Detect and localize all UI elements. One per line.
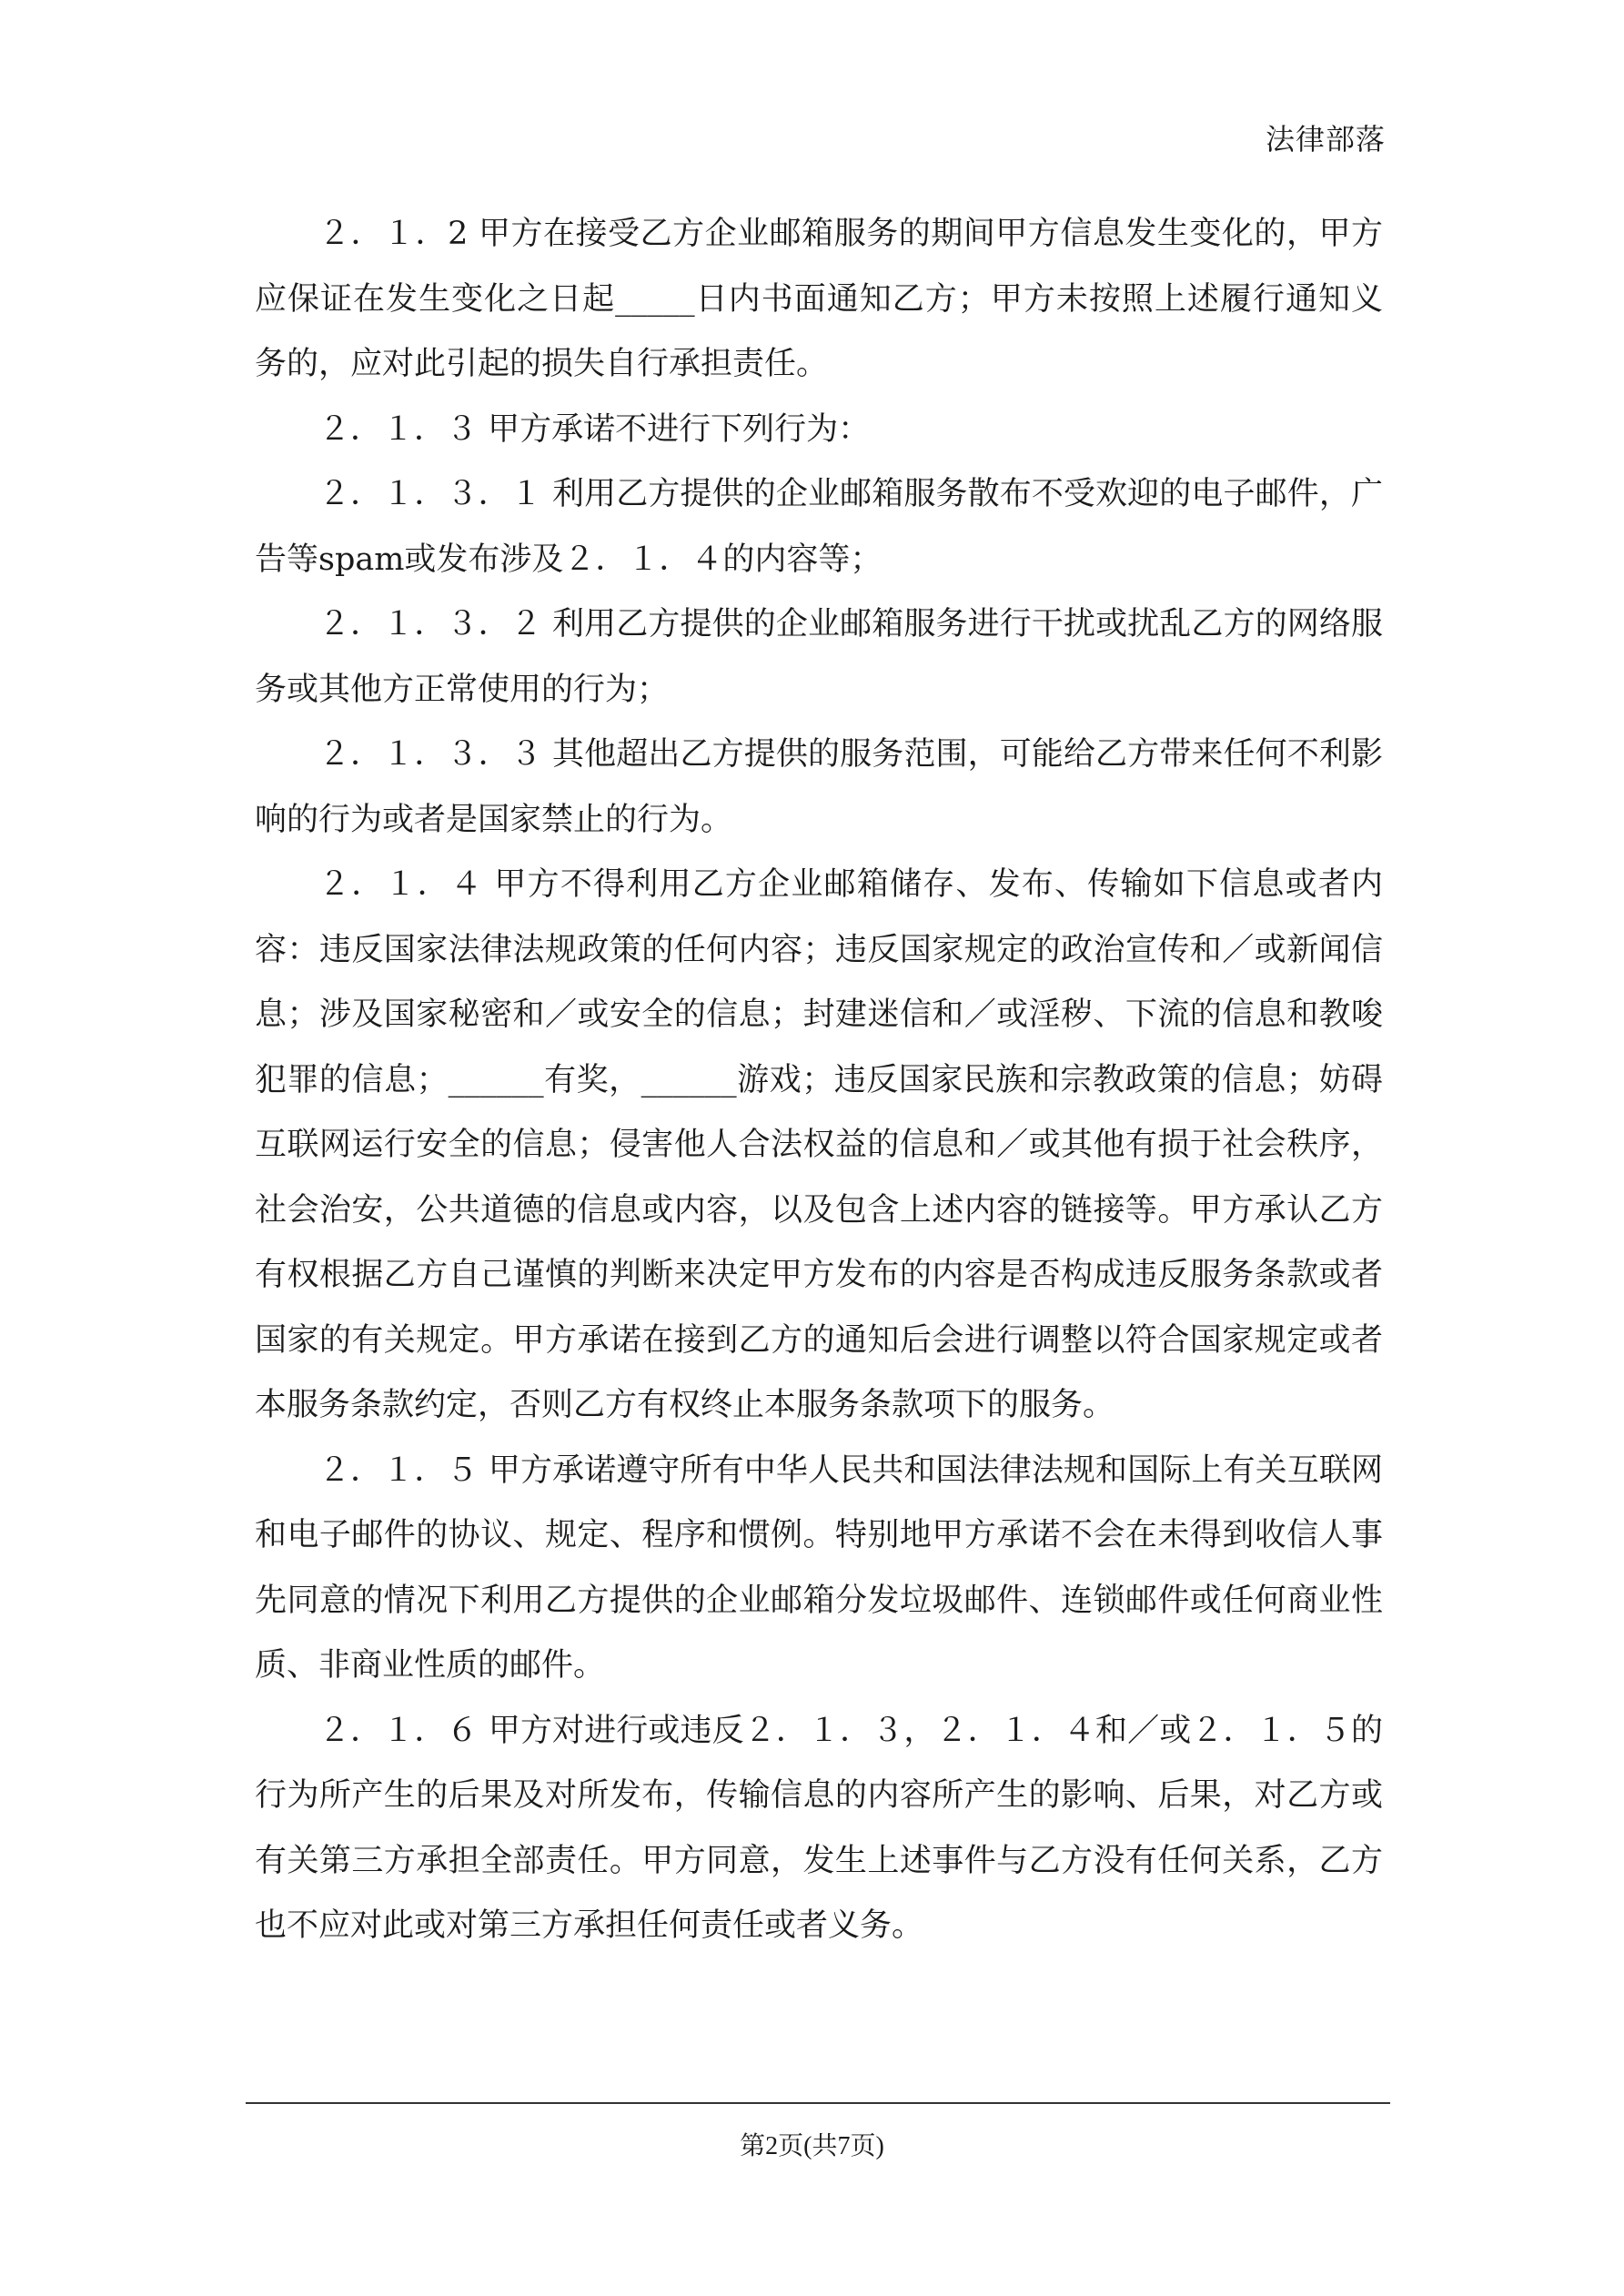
header-brand: 法律部落 <box>1265 122 1386 157</box>
clause-2-1-2: ２．１．2 甲方在接受乙方企业邮箱服务的期间甲方信息发生变化的，甲方应保证在发生变化之日起_____日内书面通知乙方；甲方未按照上述履行通知义务的，应对此引起的损失自行承担责任。 <box>255 216 1383 382</box>
clause-2-1-3-3: ２．１．３．３ 其他超出乙方提供的服务范围，可能给乙方带来任何不利影响的行为或者是国家禁止的行为。 <box>255 736 1383 838</box>
clause-2-1-3-1: ２．１．３．１ 利用乙方提供的企业邮箱服务散布不受欢迎的电子邮件，广告等spam或发布涉及２．１．４的内容等； <box>255 476 1383 578</box>
clause-2-1-5: ２．１．５ 甲方承诺遵守所有中华人民共和国法律法规和国际上有关互联网和电子邮件的协议、规定、程序和惯例。特别地甲方承诺不会在未得到收信人事先同意的情况下利用乙方提供的企业邮箱分发垃圾邮件、连锁邮件或任何商业性质、非商业性质的邮件。 <box>255 1451 1383 1684</box>
clause-2-1-3-2: ２．１．３．２ 利用乙方提供的企业邮箱服务进行干扰或扰乱乙方的网络服务或其他方正常使用的行为； <box>255 606 1383 708</box>
page-number: 第2页(共7页) <box>740 2132 884 2160</box>
document-body <box>255 202 1383 1959</box>
clause-2-1-6: ２．１．６ 甲方对进行或违反２．１．３，２．１．４和／或２．１．５的行为所产生的后果及对所发布，传输信息的内容所产生的影响、后果，对乙方或有关第三方承担全部责任。甲方同意，发生上述事件与乙方没有任何关系，乙方也不应对此或对第三方承担任何责任或者义务。 <box>255 1712 1383 1944</box>
clause-2-1-3: ２．１．３ 甲方承诺不进行下列行为： <box>318 410 871 448</box>
clause-2-1-4: ２．１．４ 甲方不得利用乙方企业邮箱储存、发布、传输如下信息或者内容：违反国家法律法规政策的任何内容；违反国家规定的政治宣传和／或新闻信息；涉及国家秘密和／或安全的信息；封建迷信和／或淫秽、下流的信息和教唆犯罪的信息；______有奖，______游戏；违反国家民族和宗教政策的信息；妨碍互联网运行安全的信息；侵害他人合法权益的信息和／或其他有损于社会秩序，社会治安，公共道德的信息或内容，以及包含上述内容的链接等。甲方承认乙方有权根据乙方自己谨慎的判断来决定甲方发布的内容是否构成违反服务条款或者国家的有关规定。甲方承诺在接到乙方的通知后会进行调整以符合国家规定或者本服务条款约定，否则乙方有权终止本服务条款项下的服务。 <box>255 866 1383 1423</box>
footer-divider <box>246 2102 1390 2104</box>
